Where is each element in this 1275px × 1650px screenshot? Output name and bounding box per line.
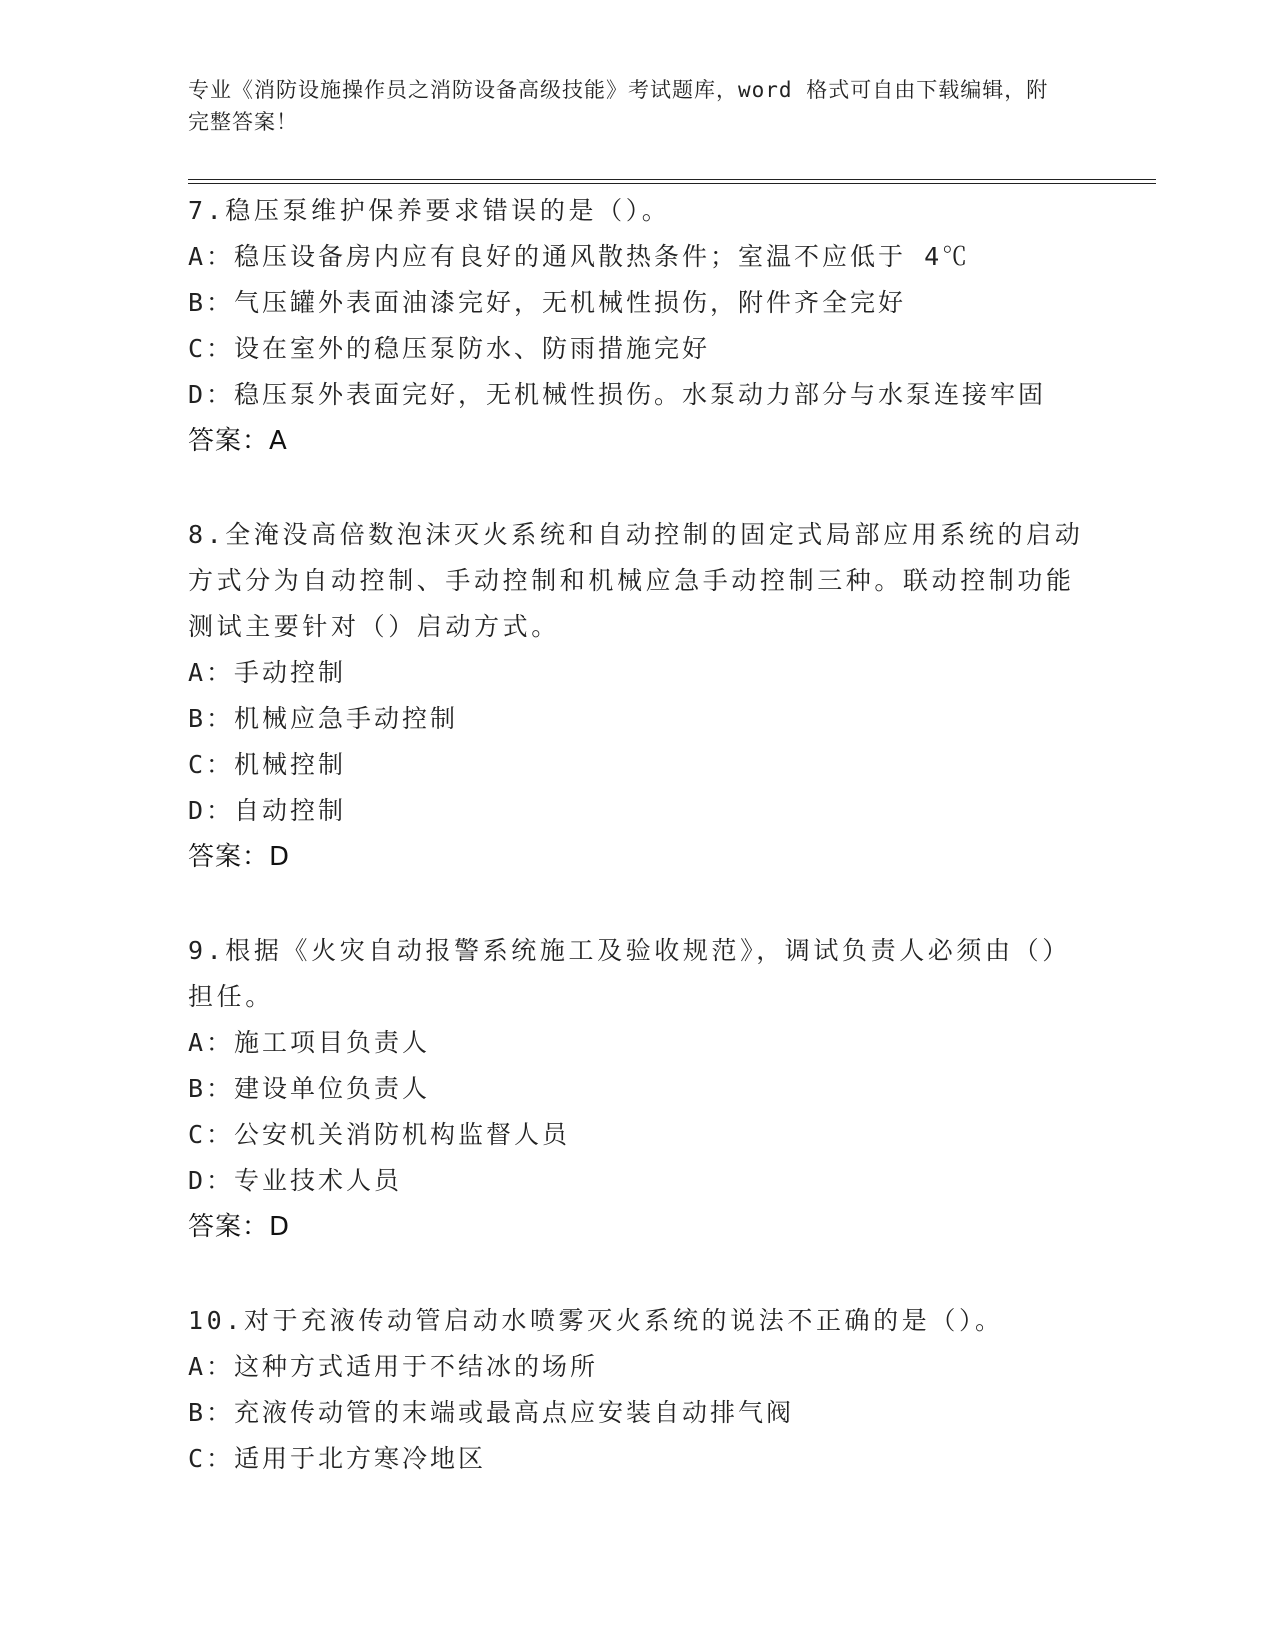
header-divider-top: [188, 179, 1156, 180]
option-a: A：这种方式适用于不结冰的场所: [188, 1352, 599, 1381]
option-b: B：建设单位负责人: [188, 1074, 431, 1103]
option-a: A：施工项目负责人: [188, 1028, 431, 1057]
question-9: [188, 928, 1088, 1250]
option-c: C：设在室外的稳压泵防水、防雨措施完好: [188, 334, 711, 363]
question-8: [188, 512, 1088, 880]
option-d: D：稳压泵外表面完好，无机械性损伤。水泵动力部分与水泵连接牢固: [188, 380, 1047, 409]
document-header: 专业《消防设施操作员之消防设备高级技能》考试题库，word 格式可自由下载编辑，附完整答案！: [188, 78, 1049, 134]
option-a: A：稳压设备房内应有良好的通风散热条件；室温不应低于 4℃: [188, 242, 971, 271]
option-b: B：机械应急手动控制: [188, 704, 459, 733]
question-10: [188, 1298, 1088, 1482]
option-c: C：公安机关消防机构监督人员: [188, 1120, 571, 1149]
option-c: C：适用于北方寒冷地区: [188, 1444, 487, 1473]
answer-line: 答案：A: [188, 426, 288, 456]
question-stem: 9.根据《火灾自动报警系统施工及验收规范》，调试负责人必须由（）担任。: [188, 936, 1071, 1011]
option-b: B：充液传动管的末端或最高点应安装自动排气阀: [188, 1398, 795, 1427]
question-stem: 10.对于充液传动管启动水喷雾灭火系统的说法不正确的是（）。: [188, 1306, 1004, 1335]
option-b: B：气压罐外表面油漆完好，无机械性损伤，附件齐全完好: [188, 288, 907, 317]
header-divider-bottom: [188, 183, 1156, 184]
question-7: [188, 188, 1088, 464]
question-stem: 7.稳压泵维护保养要求错误的是（）。: [188, 196, 671, 225]
option-d: D：专业技术人员: [188, 1166, 403, 1195]
answer-line: 答案：D: [188, 842, 291, 872]
question-stem: 8.全淹没高倍数泡沫灭火系统和自动控制的固定式局部应用系统的启动方式分为自动控制、手动控制和机械应急手动控制三种。联动控制功能测试主要针对（）启动方式。: [188, 520, 1084, 641]
question-list: [188, 188, 1088, 1530]
option-d: D：自动控制: [188, 796, 347, 825]
option-c: C：机械控制: [188, 750, 347, 779]
option-a: A：手动控制: [188, 658, 347, 687]
answer-line: 答案：D: [188, 1212, 291, 1242]
